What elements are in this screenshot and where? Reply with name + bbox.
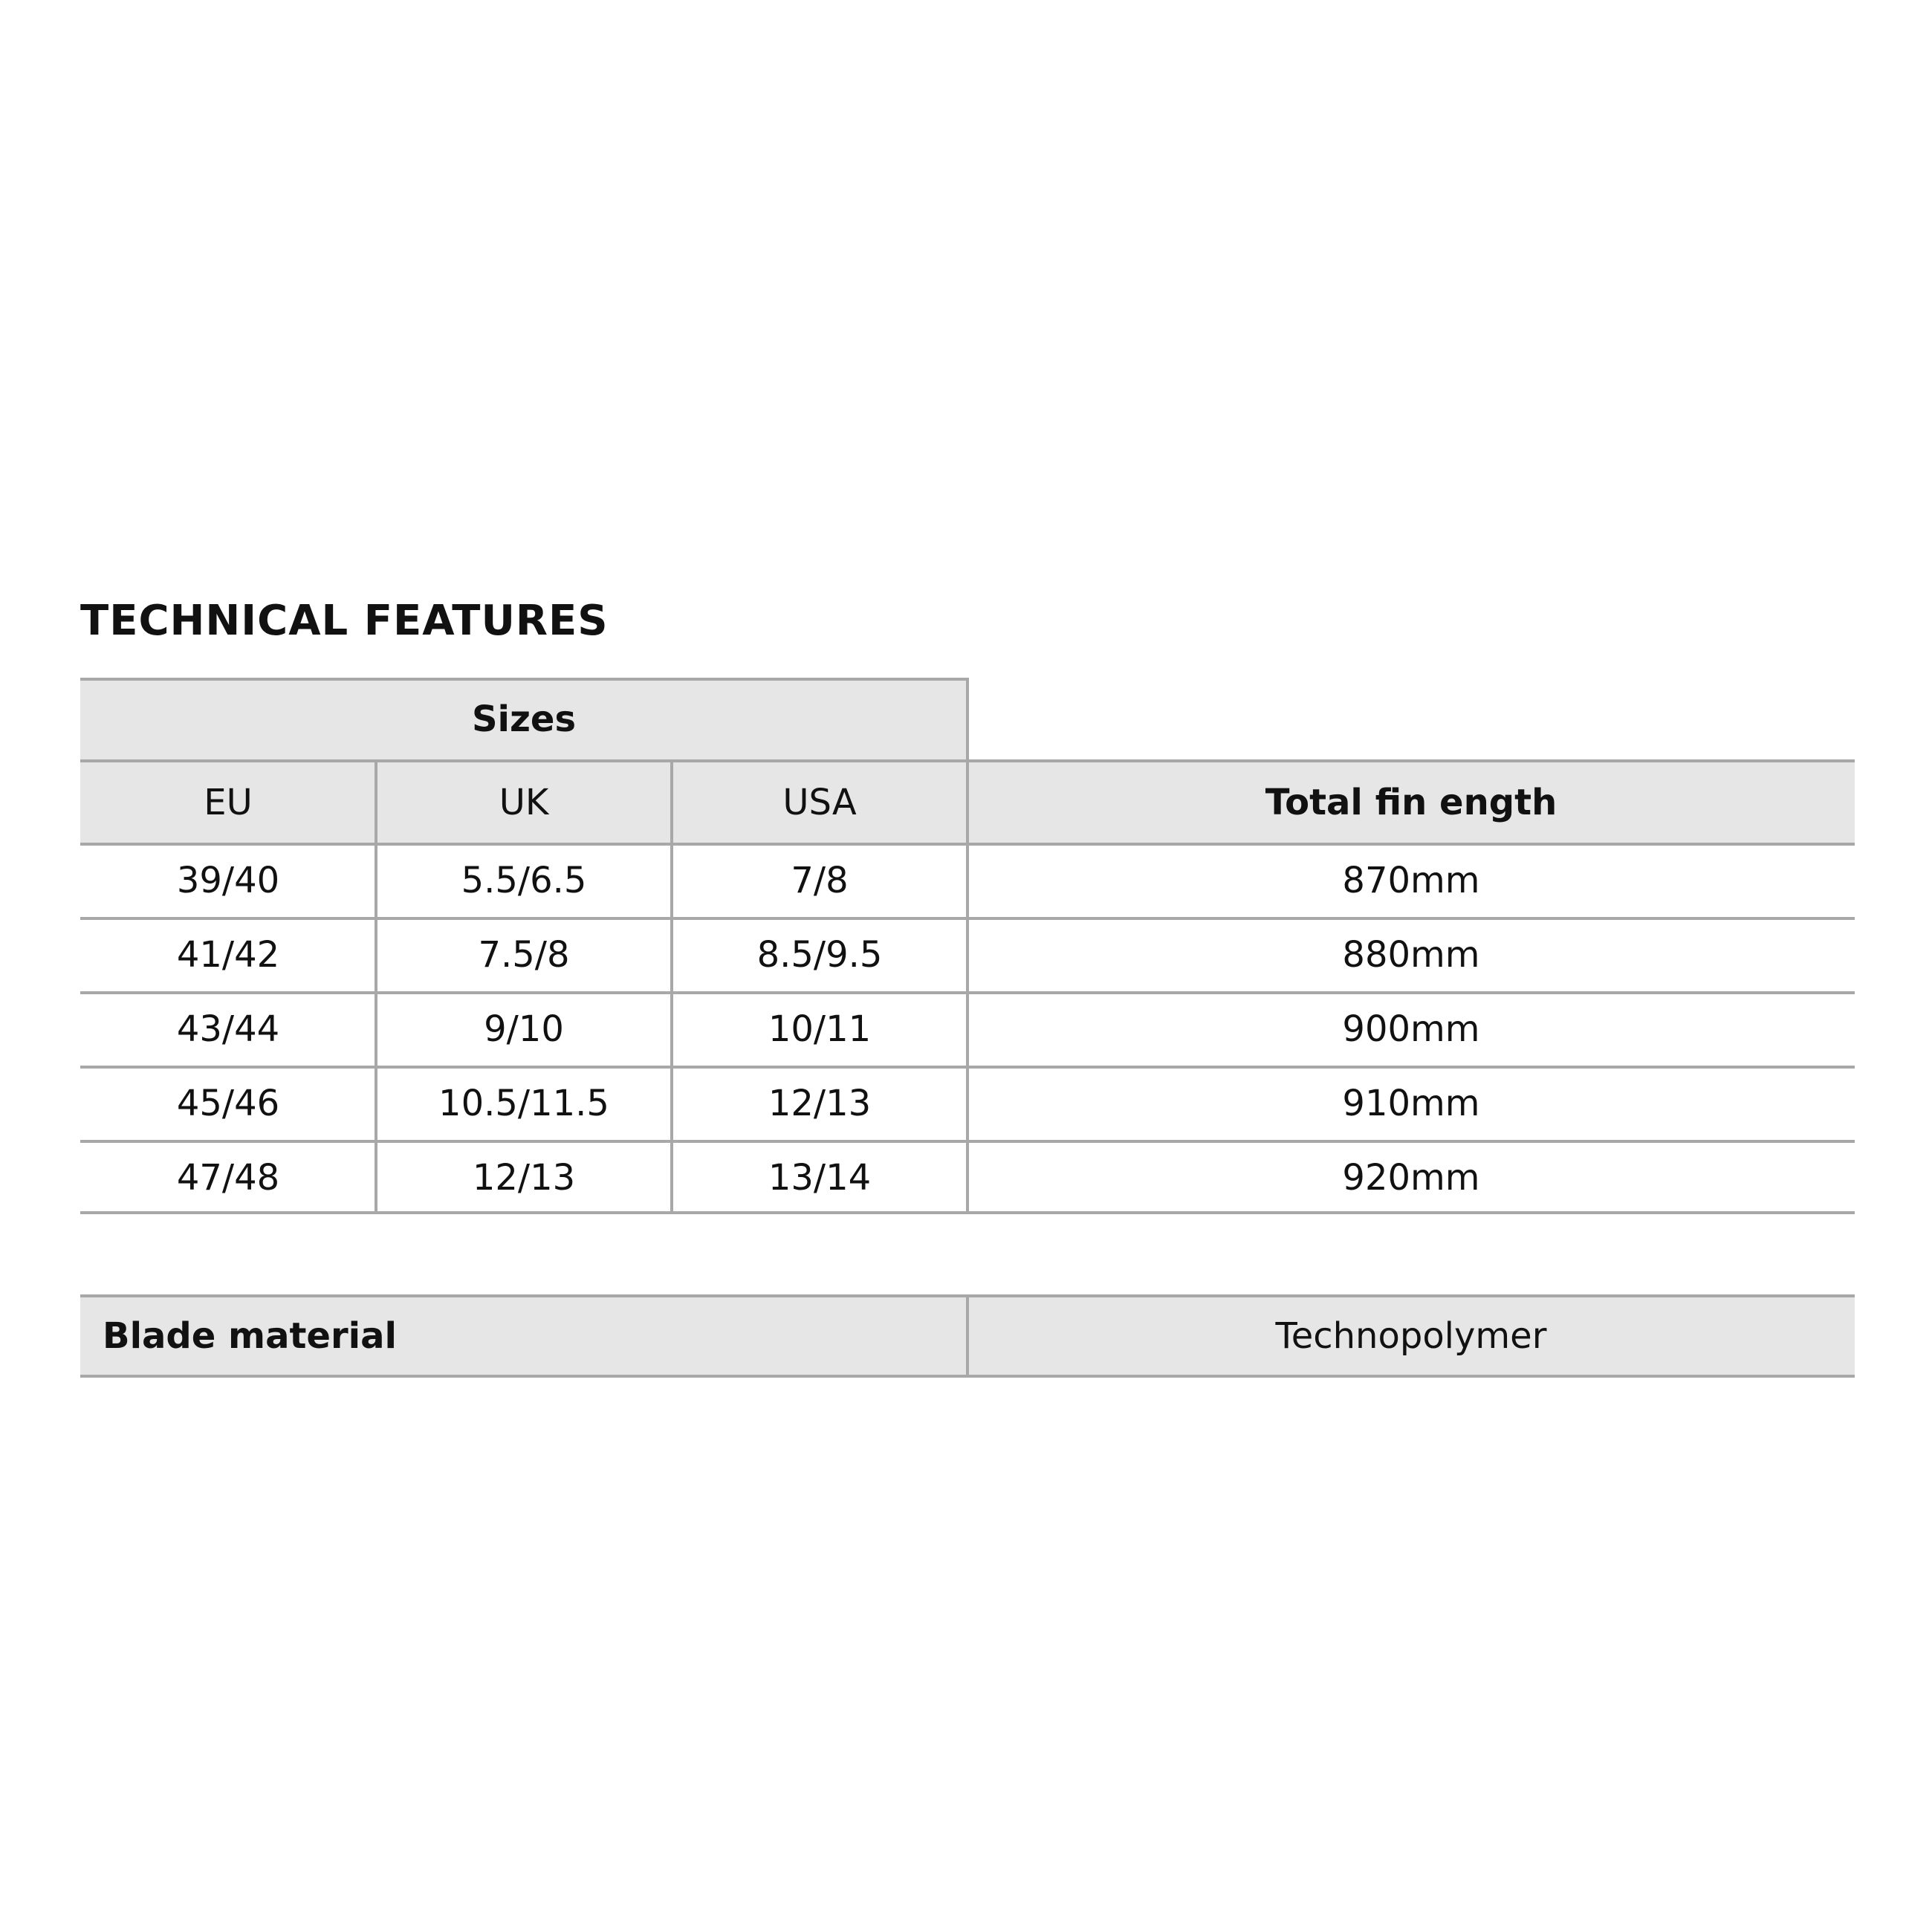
table-cell-uk: 10.5/11.5 xyxy=(438,1083,609,1124)
column-divider xyxy=(375,759,377,1214)
table-cell-eu: 43/44 xyxy=(176,1008,280,1050)
sizes-header: Sizes xyxy=(471,698,577,740)
table-cell-fin-length: 910mm xyxy=(1342,1083,1480,1124)
table-cell-eu: 39/40 xyxy=(176,860,280,901)
table-cell-fin-length: 920mm xyxy=(1342,1157,1480,1199)
column-header-usa: USA xyxy=(782,782,857,823)
column-header-uk: UK xyxy=(499,782,549,823)
material-label: Blade material xyxy=(103,1315,397,1357)
table-cell-uk: 7.5/8 xyxy=(478,934,570,976)
table-cell-usa: 8.5/9.5 xyxy=(756,934,883,976)
column-divider xyxy=(670,759,673,1214)
table-cell-fin-length: 880mm xyxy=(1342,934,1480,976)
column-header-eu: EU xyxy=(204,782,253,823)
table-cell-uk: 9/10 xyxy=(484,1008,564,1050)
table-cell-usa: 10/11 xyxy=(768,1008,872,1050)
table-cell-usa: 12/13 xyxy=(768,1083,872,1124)
table-cell-fin-length: 900mm xyxy=(1342,1008,1480,1050)
table-cell-fin-length: 870mm xyxy=(1342,860,1480,901)
table-cell-uk: 5.5/6.5 xyxy=(461,860,587,901)
table-cell-eu: 41/42 xyxy=(176,934,280,976)
column-header-fin-length: Total fin ength xyxy=(1265,782,1557,823)
table-cell-uk: 12/13 xyxy=(472,1157,576,1199)
column-divider xyxy=(966,1294,969,1378)
column-divider xyxy=(966,678,969,1214)
table-cell-eu: 47/48 xyxy=(176,1157,280,1199)
table-rule xyxy=(80,678,969,681)
table-cell-eu: 45/46 xyxy=(176,1083,280,1124)
table-cell-usa: 7/8 xyxy=(791,860,849,901)
table-cell-usa: 13/14 xyxy=(768,1157,872,1199)
material-value: Technopolymer xyxy=(1275,1315,1547,1357)
section-title: TECHNICAL FEATURES xyxy=(80,597,609,645)
